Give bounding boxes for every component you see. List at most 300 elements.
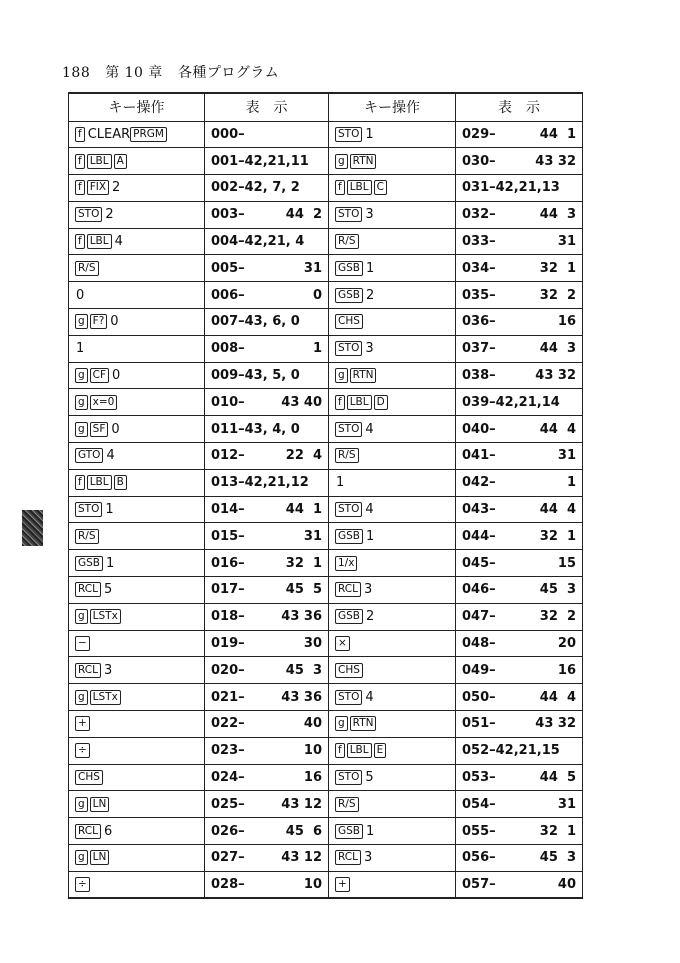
calculator-key: g [75, 609, 88, 624]
key-sequence [335, 422, 449, 437]
calculator-key: LN [90, 850, 110, 865]
key-sequence [75, 529, 198, 544]
key-sequence [75, 824, 198, 839]
calculator-key: ÷ [75, 877, 90, 892]
calculator-key: LBL [347, 743, 372, 758]
step-number: 031–42,21,13 [462, 180, 560, 196]
key-cell-left [69, 871, 205, 898]
display-value [211, 368, 322, 383]
step-number: 019– [211, 636, 245, 652]
display-value [211, 690, 322, 705]
step-number: 034– [462, 260, 496, 276]
calculator-key: LBL [87, 234, 112, 249]
key-argument: CLEAR [87, 126, 131, 142]
keycode: 40 [303, 716, 322, 732]
step-number: 056– [462, 850, 496, 866]
key-argument: 1 [336, 475, 345, 491]
display-value [211, 609, 322, 624]
step-number: 009–43, 5, 0 [211, 368, 300, 384]
calculator-key: STO [335, 127, 362, 142]
display-cell-right [456, 550, 583, 577]
key-cell-right [329, 711, 456, 738]
key-sequence [335, 582, 449, 597]
display-value [211, 180, 322, 195]
key-cell-left [69, 630, 205, 657]
display-value [211, 663, 322, 678]
display-cell-right [456, 443, 583, 470]
table-row [69, 469, 583, 496]
display-value [211, 288, 322, 303]
key-sequence [335, 288, 449, 303]
keycode: 0 [312, 287, 322, 303]
keycode: 44 3 [539, 341, 576, 357]
key-argument: 6 [103, 823, 113, 839]
key-argument: 0 [111, 421, 120, 437]
keycode: 44 1 [285, 502, 322, 518]
calculator-key: CHS [335, 314, 363, 329]
key-cell-right [329, 175, 456, 202]
key-sequence [75, 180, 198, 195]
display-cell-left [205, 523, 329, 550]
key-sequence [75, 797, 198, 812]
display-cell-right [456, 362, 583, 389]
key-argument: 4 [365, 421, 374, 437]
keycode: 45 3 [285, 662, 322, 678]
key-cell-right [329, 871, 456, 898]
key-cell-left [69, 737, 205, 764]
key-cell-right [329, 335, 456, 362]
key-sequence [75, 877, 198, 892]
key-header-left: キー操作 [69, 93, 205, 121]
table-row [69, 309, 583, 336]
table-row [69, 764, 583, 791]
display-cell-right [456, 630, 583, 657]
calculator-key: RTN [350, 154, 377, 169]
calculator-key: ÷ [75, 743, 90, 758]
display-value [462, 663, 576, 678]
display-value [462, 582, 576, 597]
display-cell-right [456, 389, 583, 416]
key-sequence [75, 716, 198, 731]
keycode: 32 1 [539, 260, 576, 276]
step-number: 008– [211, 341, 245, 357]
table-row [69, 443, 583, 470]
display-cell-left [205, 282, 329, 309]
display-cell-right [456, 255, 583, 282]
key-argument: 1 [366, 260, 375, 276]
keycode: 31 [557, 234, 576, 250]
display-value [462, 127, 576, 142]
keycode: 43 12 [281, 796, 322, 812]
calculator-key: CHS [75, 770, 103, 785]
calculator-key: STO [75, 207, 102, 222]
table-row [69, 871, 583, 898]
key-cell-left [69, 764, 205, 791]
chapter-label: 第 10 章 [105, 65, 163, 81]
key-cell-left [69, 791, 205, 818]
step-number: 030– [462, 153, 496, 169]
display-cell-right [456, 309, 583, 336]
table-body [69, 121, 583, 898]
key-cell-right [329, 603, 456, 630]
calculator-key: C [374, 180, 387, 195]
display-cell-left [205, 443, 329, 470]
keycode: 43 32 [535, 368, 576, 384]
table-row [69, 228, 583, 255]
calculator-key: RCL [335, 582, 361, 597]
key-sequence [335, 743, 449, 758]
key-sequence [335, 502, 449, 517]
step-number: 048– [462, 636, 496, 652]
key-sequence [75, 422, 198, 437]
calculator-key: f [75, 475, 85, 490]
step-number: 042– [462, 475, 496, 491]
key-sequence [335, 529, 449, 544]
calculator-key: LBL [87, 154, 112, 169]
key-sequence [75, 395, 198, 410]
key-sequence [75, 288, 198, 303]
display-cell-right [456, 871, 583, 898]
calculator-key: g [335, 716, 348, 731]
display-value [211, 475, 322, 490]
keycode: 32 1 [539, 823, 576, 839]
table-row [69, 148, 583, 175]
display-value [462, 743, 576, 758]
table-row [69, 684, 583, 711]
key-argument: 0 [112, 368, 121, 384]
calculator-key: R/S [335, 234, 359, 249]
table-row [69, 845, 583, 872]
calculator-key: RCL [75, 663, 101, 678]
key-sequence [75, 341, 198, 356]
display-value [462, 368, 576, 383]
step-number: 018– [211, 609, 245, 625]
step-number: 028– [211, 876, 245, 892]
calculator-key: × [335, 636, 350, 651]
key-cell-right [329, 362, 456, 389]
calculator-key: f [75, 180, 85, 195]
step-number: 029– [462, 126, 496, 142]
display-value [462, 395, 576, 410]
display-cell-left [205, 657, 329, 684]
key-sequence [335, 234, 449, 249]
step-number: 044– [462, 528, 496, 544]
display-value [211, 877, 322, 892]
keycode: 10 [303, 743, 322, 759]
calculator-key: PRGM [130, 127, 167, 142]
table-row [69, 389, 583, 416]
keycode: 44 1 [539, 126, 576, 142]
display-value [211, 422, 322, 437]
calculator-key: + [75, 716, 90, 731]
key-sequence [75, 743, 198, 758]
key-cell-right [329, 818, 456, 845]
keycode: 1 [312, 341, 322, 357]
key-sequence [75, 448, 198, 463]
key-cell-right [329, 523, 456, 550]
display-value [211, 127, 322, 142]
key-argument: 5 [365, 770, 374, 786]
step-number: 053– [462, 770, 496, 786]
key-cell-right [329, 684, 456, 711]
key-cell-right [329, 577, 456, 604]
keycode: 45 3 [539, 850, 576, 866]
calculator-key: f [335, 395, 345, 410]
key-cell-right [329, 255, 456, 282]
key-sequence [75, 475, 198, 490]
display-cell-left [205, 550, 329, 577]
display-cell-right [456, 121, 583, 148]
keycode: 44 4 [539, 502, 576, 518]
display-cell-left [205, 201, 329, 228]
display-cell-left [205, 389, 329, 416]
calculator-key: g [75, 422, 88, 437]
display-cell-left [205, 684, 329, 711]
step-number: 026– [211, 823, 245, 839]
key-argument: 0 [110, 314, 119, 330]
key-cell-left [69, 121, 205, 148]
calculator-key: f [75, 234, 85, 249]
key-cell-left [69, 309, 205, 336]
calculator-key: GSB [335, 288, 363, 303]
step-number: 010– [211, 394, 245, 410]
table-row [69, 577, 583, 604]
calculator-key: f [335, 180, 345, 195]
display-cell-right [456, 416, 583, 443]
display-header-right: 表 示 [456, 93, 583, 121]
step-number: 021– [211, 689, 245, 705]
key-sequence [75, 314, 198, 329]
display-value [462, 207, 576, 222]
display-cell-left [205, 228, 329, 255]
table-row [69, 791, 583, 818]
key-sequence [335, 314, 449, 329]
step-number: 050– [462, 689, 496, 705]
step-number: 011–43, 4, 0 [211, 421, 300, 437]
key-cell-left [69, 416, 205, 443]
key-cell-left [69, 684, 205, 711]
display-cell-left [205, 603, 329, 630]
key-sequence [75, 609, 198, 624]
key-cell-left [69, 577, 205, 604]
keycode: 20 [557, 636, 576, 652]
display-cell-left [205, 469, 329, 496]
key-cell-right [329, 282, 456, 309]
calculator-key: GSB [75, 556, 103, 571]
key-cell-left [69, 228, 205, 255]
table-row [69, 523, 583, 550]
display-cell-right [456, 175, 583, 202]
display-cell-left [205, 121, 329, 148]
key-argument: 2 [366, 609, 375, 625]
key-sequence [335, 850, 449, 865]
calculator-key: R/S [335, 797, 359, 812]
key-sequence [335, 341, 449, 356]
calculator-key: 1/x [335, 556, 357, 571]
key-cell-left [69, 443, 205, 470]
calculator-key: g [75, 850, 88, 865]
table-row [69, 282, 583, 309]
step-number: 015– [211, 528, 245, 544]
step-number: 022– [211, 716, 245, 732]
display-value [462, 502, 576, 517]
calculator-key: STO [335, 770, 362, 785]
display-value [462, 154, 576, 169]
display-cell-left [205, 577, 329, 604]
display-value [211, 207, 322, 222]
table-row [69, 335, 583, 362]
step-number: 049– [462, 662, 496, 678]
display-cell-right [456, 845, 583, 872]
step-number: 024– [211, 770, 245, 786]
display-cell-right [456, 603, 583, 630]
keycode: 43 32 [535, 153, 576, 169]
keycode: 32 2 [539, 609, 576, 625]
step-number: 043– [462, 502, 496, 518]
key-cell-left [69, 175, 205, 202]
display-value [462, 475, 576, 490]
key-argument: 3 [363, 850, 373, 866]
key-argument: 5 [103, 582, 113, 598]
key-header-right: キー操作 [329, 93, 456, 121]
calculator-key: GSB [335, 529, 363, 544]
step-number: 003– [211, 207, 245, 223]
key-cell-right [329, 389, 456, 416]
step-number: 002–42, 7, 2 [211, 180, 300, 196]
keycode: 45 3 [539, 582, 576, 598]
key-sequence [335, 636, 449, 651]
key-sequence [335, 716, 449, 731]
key-sequence [335, 448, 449, 463]
keycode: 32 2 [539, 287, 576, 303]
calculator-key: LSTx [90, 609, 121, 624]
keycode: 44 3 [539, 207, 576, 223]
calculator-key: GSB [335, 609, 363, 624]
keycode: 43 32 [535, 716, 576, 732]
display-cell-right [456, 469, 583, 496]
display-value [211, 314, 322, 329]
key-cell-left [69, 550, 205, 577]
display-cell-left [205, 335, 329, 362]
key-cell-right [329, 469, 456, 496]
display-cell-right [456, 684, 583, 711]
calculator-key: STO [335, 341, 362, 356]
key-cell-right [329, 630, 456, 657]
display-value [211, 341, 322, 356]
display-value [462, 850, 576, 865]
key-sequence [75, 154, 198, 169]
key-sequence [75, 850, 198, 865]
step-number: 000– [211, 126, 245, 142]
display-value [462, 877, 576, 892]
key-argument: 2 [105, 207, 114, 223]
calculator-key: f [75, 154, 85, 169]
calculator-key: STO [335, 502, 362, 517]
key-argument: 0 [76, 287, 85, 303]
calculator-key: g [75, 797, 88, 812]
table-row [69, 711, 583, 738]
key-sequence [335, 824, 449, 839]
display-value [462, 609, 576, 624]
step-number: 046– [462, 582, 496, 598]
display-cell-right [456, 657, 583, 684]
display-value [462, 314, 576, 329]
display-value [211, 850, 322, 865]
step-number: 001–42,21,11 [211, 153, 309, 169]
step-number: 027– [211, 850, 245, 866]
table-row [69, 416, 583, 443]
table-row [69, 175, 583, 202]
step-number: 023– [211, 743, 245, 759]
display-cell-left [205, 175, 329, 202]
step-number: 036– [462, 314, 496, 330]
step-number: 025– [211, 796, 245, 812]
key-cell-left [69, 469, 205, 496]
display-value [211, 582, 322, 597]
key-cell-left [69, 362, 205, 389]
step-number: 033– [462, 234, 496, 250]
key-cell-left [69, 282, 205, 309]
display-value [211, 502, 322, 517]
display-cell-right [456, 148, 583, 175]
keycode: 31 [557, 796, 576, 812]
key-sequence [335, 609, 449, 624]
keycode: 16 [557, 314, 576, 330]
keycode: 15 [557, 555, 576, 571]
keycode: 43 36 [281, 689, 322, 705]
display-cell-right [456, 496, 583, 523]
key-cell-right [329, 121, 456, 148]
display-cell-right [456, 818, 583, 845]
key-cell-left [69, 201, 205, 228]
key-cell-right [329, 764, 456, 791]
calculator-key: g [75, 314, 88, 329]
calculator-key: F? [90, 314, 108, 329]
key-cell-right [329, 443, 456, 470]
keycode: 43 40 [281, 394, 322, 410]
key-cell-left [69, 845, 205, 872]
key-sequence [335, 770, 449, 785]
step-number: 054– [462, 796, 496, 812]
display-value [462, 341, 576, 356]
calculator-key: CHS [335, 663, 363, 678]
display-cell-left [205, 496, 329, 523]
key-sequence [75, 127, 198, 142]
table-row [69, 737, 583, 764]
display-cell-left [205, 845, 329, 872]
table-row [69, 603, 583, 630]
calculator-key: − [75, 636, 90, 651]
display-cell-right [456, 791, 583, 818]
step-number: 047– [462, 609, 496, 625]
key-cell-left [69, 523, 205, 550]
key-argument: 4 [365, 689, 374, 705]
keycode: 10 [303, 876, 322, 892]
key-cell-left [69, 389, 205, 416]
side-index-mark [22, 510, 43, 546]
key-sequence [75, 636, 198, 651]
display-cell-left [205, 711, 329, 738]
program-table [68, 92, 583, 899]
table-header-row [69, 93, 583, 121]
display-cell-left [205, 818, 329, 845]
key-cell-right [329, 657, 456, 684]
key-sequence [335, 154, 449, 169]
table-row [69, 657, 583, 684]
table-row [69, 496, 583, 523]
key-sequence [75, 234, 198, 249]
display-cell-right [456, 201, 583, 228]
